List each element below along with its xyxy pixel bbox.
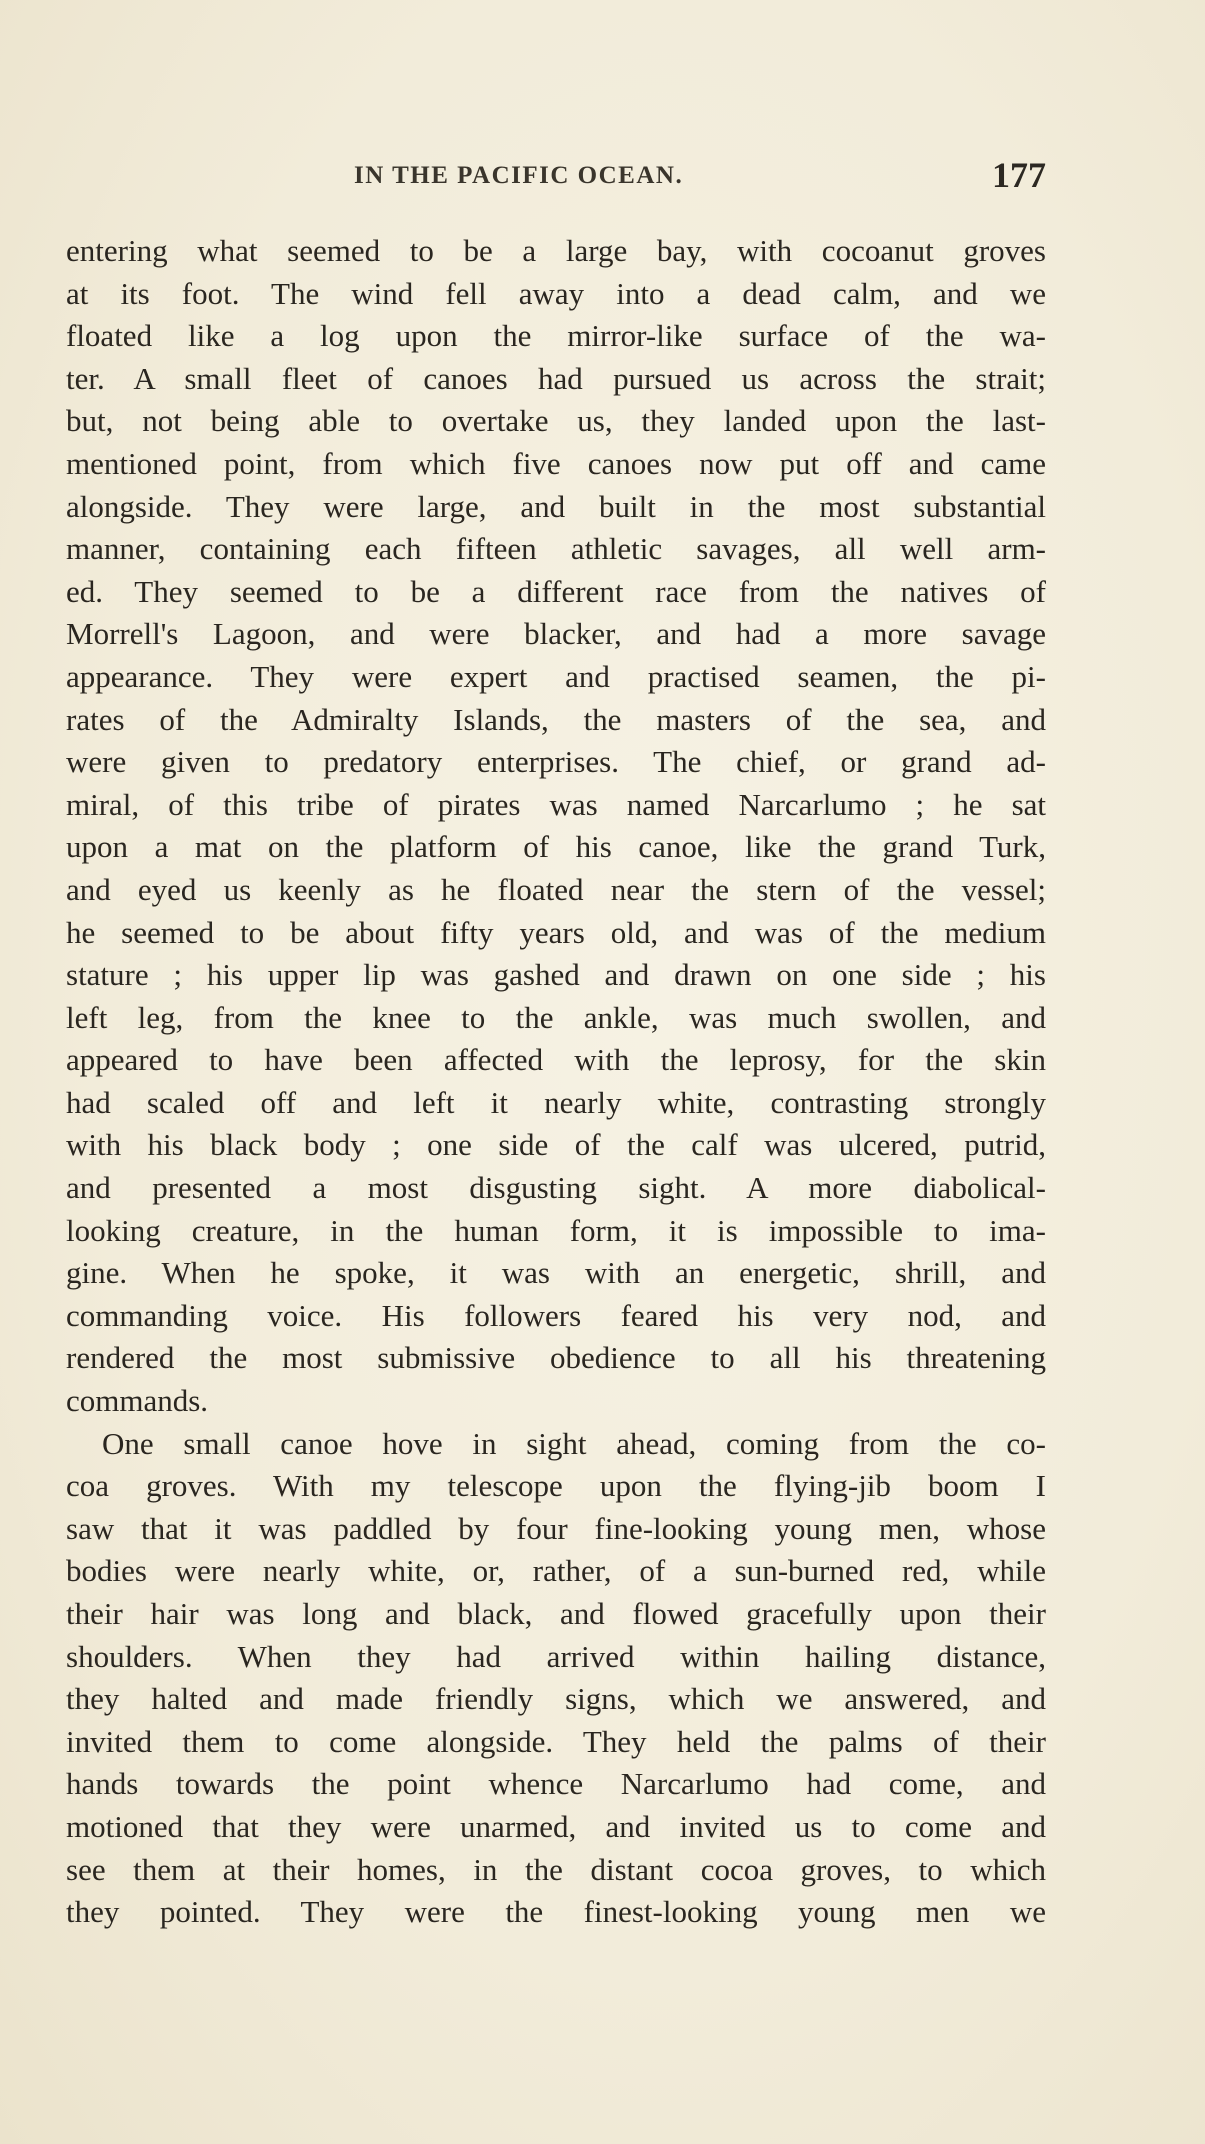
text-line: invited them to come alongside. They held the palms of their — [66, 1723, 1046, 1759]
text-line: with his black body ; one side of the calf was ulcered, putrid, — [66, 1127, 1046, 1163]
text-line: he seemed to be about fifty years old, and was of the medium — [66, 914, 1046, 950]
text-line: rates of the Admiralty Islands, the masters of the sea, and — [66, 701, 1046, 737]
text-line: gine. When he spoke, it was with an energetic, shrill, and — [66, 1255, 1046, 1291]
text-line: Morrell's Lagoon, and were blacker, and had a more savage — [66, 616, 1046, 652]
running-head: IN THE PACIFIC OCEAN. — [354, 162, 684, 189]
text-line: they halted and made friendly signs, which we answered, and — [66, 1681, 1046, 1717]
text-line: left leg, from the knee to the ankle, was much swollen, and — [66, 999, 1046, 1035]
page-header — [66, 155, 1046, 198]
text-line: ed. They seemed to be a different race from the natives of — [66, 573, 1046, 609]
body-text — [66, 230, 1046, 1934]
text-line: entering what seemed to be a large bay, with cocoanut groves — [66, 233, 1046, 268]
paragraph-end-line: commands. — [66, 1383, 209, 1419]
text-line: alongside. They were large, and built in the most substantial — [66, 488, 1046, 524]
text-line: miral, of this tribe of pirates was named Narcarlumo ; he sat — [66, 786, 1046, 822]
text-line: upon a mat on the platform of his canoe, like the grand Turk, — [66, 829, 1046, 865]
text-line: they pointed. They were the finest-looking young men we — [66, 1894, 1046, 1930]
text-line: ter. A small fleet of canoes had pursued us across the strait; — [66, 360, 1046, 396]
text-line: at its foot. The wind fell away into a dead calm, and we — [66, 275, 1046, 311]
text-line: shoulders. When they had arrived within hailing distance, — [66, 1638, 1046, 1674]
text-line: had scaled off and left it nearly white, contrasting strongly — [66, 1084, 1046, 1120]
text-line: appeared to have been affected with the leprosy, for the skin — [66, 1042, 1046, 1078]
text-line: but, not being able to overtake us, they landed upon the last- — [66, 403, 1046, 439]
page-number: 177 — [992, 155, 1046, 195]
text-line: hands towards the point whence Narcarlumo had come, and — [66, 1766, 1046, 1802]
text-line: rendered the most submissive obedience to all his threatening — [66, 1340, 1046, 1376]
text-line: coa groves. With my telescope upon the flying-jib boom I — [66, 1468, 1046, 1504]
text-line: stature ; his upper lip was gashed and drawn on one side ; his — [66, 957, 1046, 993]
text-line: floated like a log upon the mirror-like surface of the wa- — [66, 318, 1046, 354]
text-line: bodies were nearly white, or, rather, of a sun-burned red, while — [66, 1553, 1046, 1589]
text-line: and presented a most disgusting sight. A more diabolical- — [66, 1170, 1046, 1206]
text-line: looking creature, in the human form, it is impossible to ima- — [66, 1212, 1046, 1248]
text-line: their hair was long and black, and flowed gracefully upon their — [66, 1596, 1046, 1631]
text-line: saw that it was paddled by four fine-looking young men, whose — [66, 1510, 1046, 1546]
text-line: were given to predatory enterprises. The chief, or grand ad- — [66, 744, 1046, 780]
text-line: commanding voice. His followers feared his very nod, and — [66, 1297, 1046, 1333]
text-line: appearance. They were expert and practised seamen, the pi- — [66, 658, 1046, 694]
text-line: and eyed us keenly as he floated near the stern of the vessel; — [66, 871, 1046, 907]
text-line: mentioned point, from which five canoes now put off and came — [66, 445, 1046, 481]
text-line: motioned that they were unarmed, and invited us to come and — [66, 1808, 1046, 1844]
paragraph-start-line: One small canoe hove in sight ahead, coming from the co- — [102, 1425, 1046, 1461]
text-line: see them at their homes, in the distant cocoa groves, to which — [66, 1851, 1046, 1887]
text-line: manner, containing each fifteen athletic savages, all well arm- — [66, 531, 1046, 567]
